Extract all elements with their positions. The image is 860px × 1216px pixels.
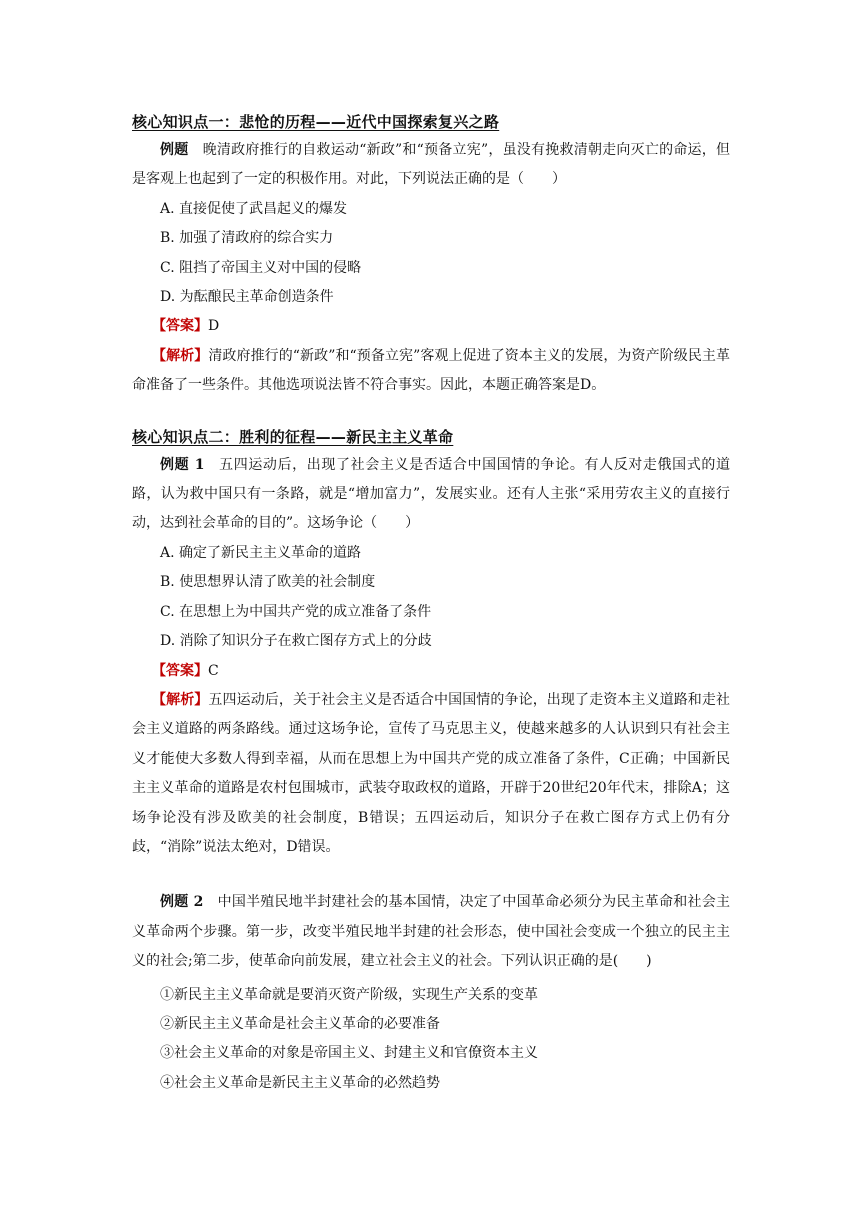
answer-line [132, 312, 730, 341]
statement-4: ④社会主义革命是新民主主义革命的必然趋势 [160, 1074, 440, 1091]
explanation-label: 【解析】 [152, 691, 209, 708]
document-content [132, 108, 730, 1098]
answer-value: D [208, 318, 220, 335]
answer-value: C [208, 662, 219, 679]
statement-3: ③社会主义革命的对象是帝国主义、封建主义和官僚资本主义 [160, 1045, 538, 1062]
explanation [132, 686, 730, 862]
option-d: D. 消除了知识分子在救亡图存方式上的分歧 [160, 633, 432, 650]
example2-question [132, 888, 730, 976]
example-label: 例题 [160, 142, 189, 158]
section2-heading: 核心知识点二：胜利的征程——新民主主义革命 [132, 427, 454, 446]
option-a: A. 确定了新民主主义革命的道路 [160, 544, 362, 561]
answer-label: 【答案】 [152, 662, 208, 679]
option-b: B. 使思想界认清了欧美的社会制度 [160, 574, 376, 591]
explanation-text: 五四运动后，关于社会主义是否适合中国国情的争论，出现了走资本主义道路和走社会主义道路的两条路线。通过这场争论，宣传了马克思主义，使越来越多的人认识到只有社会主义才能使大多数人得到幸福，从而在思想上为中国共产党的成立准备了条件，C正确；中国新民主主义革命的道路是农村包围城市，武装夺取政权的道路，开辟于20世纪20年代末，排除A；这场争论没有涉及欧美的社会制度，B错误；五四运动后，知识分子在救亡图存方式上仍有分歧，“消除”说法太绝对，D错误。 [132, 691, 731, 855]
explanation-label: 【解析】 [152, 347, 209, 364]
statement-2: ②新民主主义革命是社会主义革命的必要准备 [160, 1015, 440, 1032]
section1-heading: 核心知识点一：悲怆的历程——近代中国探索复兴之路 [132, 113, 500, 131]
option-a: A. 直接促使了武昌起义的爆发 [160, 200, 348, 217]
answer-line [132, 657, 730, 686]
option-b: B. 加强了清政府的综合实力 [160, 230, 334, 247]
option-c: C. 阻挡了帝国主义对中国的侵略 [160, 259, 362, 276]
option-d: D. 为酝酿民主革命创造条件 [160, 289, 334, 306]
statement-1: ①新民主主义革命就是要消灭资产阶级，实现生产关系的变革 [160, 986, 538, 1003]
example1-question [132, 451, 730, 539]
option-c: C. 在思想上为中国共产党的成立准备了条件 [160, 603, 432, 620]
explanation [132, 342, 730, 401]
answer-label: 【答案】 [152, 318, 208, 335]
question-text: 晚清政府推行的自救运动“新政”和“预备立宪”，虽没有挽救清朝走向灭亡的命运，但是客观上也起到了一定的积极作用。对此，下列说法正确的是（ ） [132, 142, 730, 188]
section1-question [132, 136, 730, 195]
question-text: 中国半殖民地半封建社会的基本国情，决定了中国革命必须分为民主革命和社会主义革命两个步骤。第一步，改变半殖民地半封建的社会形态，使中国社会变成一个独立的民主主义的社会;第二步，使革命向前发展，建立社会主义的社会。下列认识正确的是( ) [132, 894, 730, 970]
example1-label: 例题 1 [160, 456, 205, 473]
question-text: 五四运动后，出现了社会主义是否适合中国国情的争论。有人反对走俄国式的道路，认为救中国只有一条路，就是“增加富力”，发展实业。还有人主张“采用劳农主义的直接行动，达到社会革命的目的”。这场争论（ ） [132, 456, 730, 532]
explanation-text: 清政府推行的“新政”和“预备立宪”客观上促进了资本主义的发展，为资产阶级民主革命准备了一些条件。其他选项说法皆不符合事实。因此，本题正确答案是D。 [132, 347, 730, 394]
example2-label: 例题 2 [160, 894, 204, 911]
